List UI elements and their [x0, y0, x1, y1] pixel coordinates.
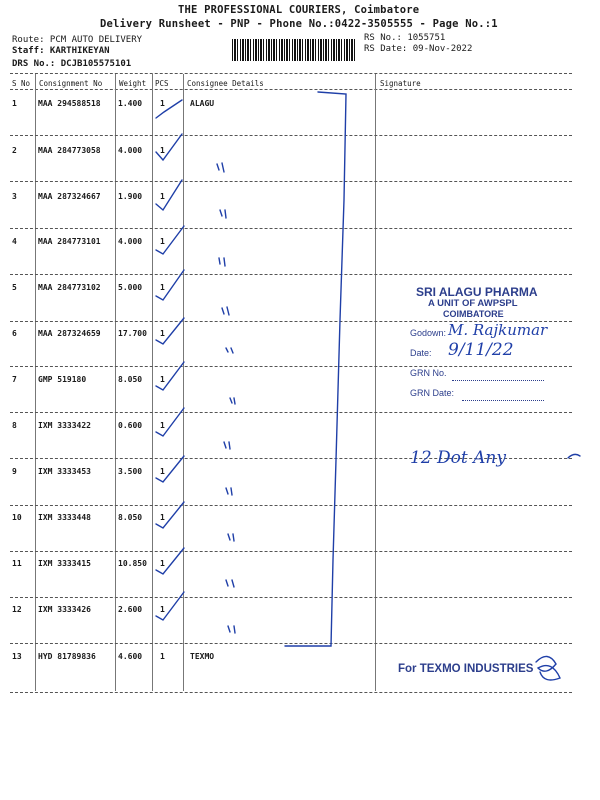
- ditto-mark: [226, 488, 232, 495]
- ditto-mark: [222, 307, 229, 315]
- pharma-stamp-name: SRI ALAGU PHARMA: [416, 285, 538, 299]
- tick-mark: [156, 592, 184, 620]
- tick-mark: [156, 180, 182, 210]
- tick-mark: [156, 318, 184, 344]
- col-header-pcs: PCS: [155, 79, 169, 88]
- company-title: THE PROFESSIONAL COURIERS, Coimbatore: [178, 4, 420, 16]
- row-3-sno: 3: [12, 192, 17, 201]
- col-header-weight: Weight: [119, 79, 147, 88]
- row-1-consignment: MAA 294588518: [38, 99, 101, 108]
- handwritten-note: 12 Dot Any: [410, 448, 506, 468]
- col-header-signature: Signature: [380, 79, 421, 88]
- ditto-mark: [228, 626, 235, 633]
- row-12-sno: 12: [12, 605, 22, 614]
- pharma-stamp-city: COIMBATORE: [443, 309, 504, 319]
- ditto-mark: [219, 258, 225, 266]
- row-8-sno: 8: [12, 421, 17, 430]
- row-11-sno: 11: [12, 559, 22, 568]
- row-9-weight: 3.500: [118, 467, 143, 476]
- ditto-mark: [228, 534, 234, 541]
- row-6-sno: 6: [12, 329, 17, 338]
- row-13-consignment: HYD 81789836: [38, 652, 96, 661]
- row-6-consignment: MAA 287324659: [38, 329, 101, 338]
- row-9-sno: 9: [12, 467, 17, 476]
- row-7-sno: 7: [12, 375, 17, 384]
- row-4-weight: 4.000: [118, 237, 143, 246]
- row-11-weight: 10.850: [118, 559, 147, 568]
- row-10-consignment: IXM 3333448: [38, 513, 91, 522]
- ditto-mark: [220, 210, 226, 218]
- texmo-signature-scribble: [536, 656, 560, 680]
- row-4-sno: 4: [12, 237, 17, 246]
- tick-mark: [156, 100, 182, 118]
- row-3-pcs: 1: [160, 192, 165, 201]
- tick-mark: [156, 502, 184, 528]
- tick-mark: [156, 456, 184, 482]
- row-13-weight: 4.600: [118, 652, 143, 661]
- row-6-pcs: 1: [160, 329, 165, 338]
- row-1-consignee: ALAGU: [190, 99, 215, 108]
- row-5-weight: 5.000: [118, 283, 143, 292]
- row-13-sno: 13: [12, 652, 22, 661]
- pharma-grn-date-label: GRN Date:: [410, 388, 455, 398]
- grn-no-dotted-line: [452, 380, 544, 381]
- godown-signature: M. Rajkumar: [448, 321, 548, 339]
- row-1-sno: 1: [12, 99, 17, 108]
- row-7-weight: 8.050: [118, 375, 143, 384]
- tick-mark: [156, 270, 184, 300]
- row-8-pcs: 1: [160, 421, 165, 430]
- row-9-consignment: IXM 3333453: [38, 467, 91, 476]
- row-11-pcs: 1: [160, 559, 165, 568]
- row-1-weight: 1.400: [118, 99, 143, 108]
- ditto-mark: [217, 163, 224, 172]
- ditto-mark: [224, 442, 230, 449]
- row-13-pcs: 1: [160, 652, 165, 661]
- pharma-date-label: Date:: [410, 348, 432, 358]
- rs-date: RS Date: 09-Nov-2022: [364, 44, 473, 54]
- row-8-consignment: IXM 3333422: [38, 421, 91, 430]
- received-date-handwritten: 9/11/22: [448, 340, 514, 360]
- row-2-pcs: 1: [160, 146, 165, 155]
- row-13-consignee: TEXMO: [190, 652, 215, 661]
- row-7-pcs: 1: [160, 375, 165, 384]
- row-7-consignment: GMP 519180: [38, 375, 87, 384]
- row-11-consignment: IXM 3333415: [38, 559, 91, 568]
- pharma-stamp-unit: A UNIT OF AWPSPL: [428, 298, 518, 309]
- rs-number: RS No.: 1055751: [364, 33, 446, 43]
- pharma-godown-label: Godown:: [410, 328, 447, 338]
- row-5-sno: 5: [12, 283, 17, 292]
- row-2-sno: 2: [12, 146, 17, 155]
- row-8-weight: 0.600: [118, 421, 143, 430]
- tick-mark: [156, 134, 182, 160]
- row-10-weight: 8.050: [118, 513, 143, 522]
- row-6-weight: 17.700: [118, 329, 147, 338]
- row-9-pcs: 1: [160, 467, 165, 476]
- row-5-consignment: MAA 284773102: [38, 283, 101, 292]
- row-4-consignment: MAA 284773101: [38, 237, 101, 246]
- row-2-consignment: MAA 284773058: [38, 146, 101, 155]
- grn-date-dotted-line: [462, 400, 544, 401]
- bracket-mark: [285, 92, 346, 646]
- drs-number: DRS No.: DCJB105575101: [12, 59, 132, 69]
- row-2-weight: 4.000: [118, 146, 143, 155]
- row-5-pcs: 1: [160, 283, 165, 292]
- row-3-consignment: MAA 287324667: [38, 192, 101, 201]
- col-header-sno: S No: [12, 79, 31, 88]
- col-header-consignee: Consignee Details: [187, 79, 264, 88]
- col-header-consignment: Consignment No: [39, 79, 103, 88]
- row-1-pcs: 1: [160, 99, 165, 108]
- row-12-consignment: IXM 3333426: [38, 605, 91, 614]
- row-12-weight: 2.600: [118, 605, 143, 614]
- ditto-mark: [226, 580, 234, 587]
- tick-mark: [156, 408, 184, 436]
- row-3-weight: 1.900: [118, 192, 143, 201]
- note-squiggle: [568, 454, 580, 458]
- staff-label: Staff: KARTHIKEYAN: [12, 46, 110, 56]
- tick-mark: [156, 548, 184, 574]
- route-label: Route: PCM AUTO DELIVERY: [12, 35, 143, 45]
- row-10-sno: 10: [12, 513, 22, 522]
- pharma-grn-no-label: GRN No.: [410, 368, 447, 378]
- row-10-pcs: 1: [160, 513, 165, 522]
- tick-mark: [156, 362, 184, 390]
- ditto-mark: [230, 398, 235, 404]
- tick-mark: [156, 226, 184, 254]
- ditto-mark: [226, 348, 233, 353]
- row-4-pcs: 1: [160, 237, 165, 246]
- runsheet-title: Delivery Runsheet - PNP - Phone No.:0422-3505555 - Page No.:1: [100, 18, 498, 30]
- texmo-stamp: For TEXMO INDUSTRIES: [398, 663, 534, 675]
- row-12-pcs: 1: [160, 605, 165, 614]
